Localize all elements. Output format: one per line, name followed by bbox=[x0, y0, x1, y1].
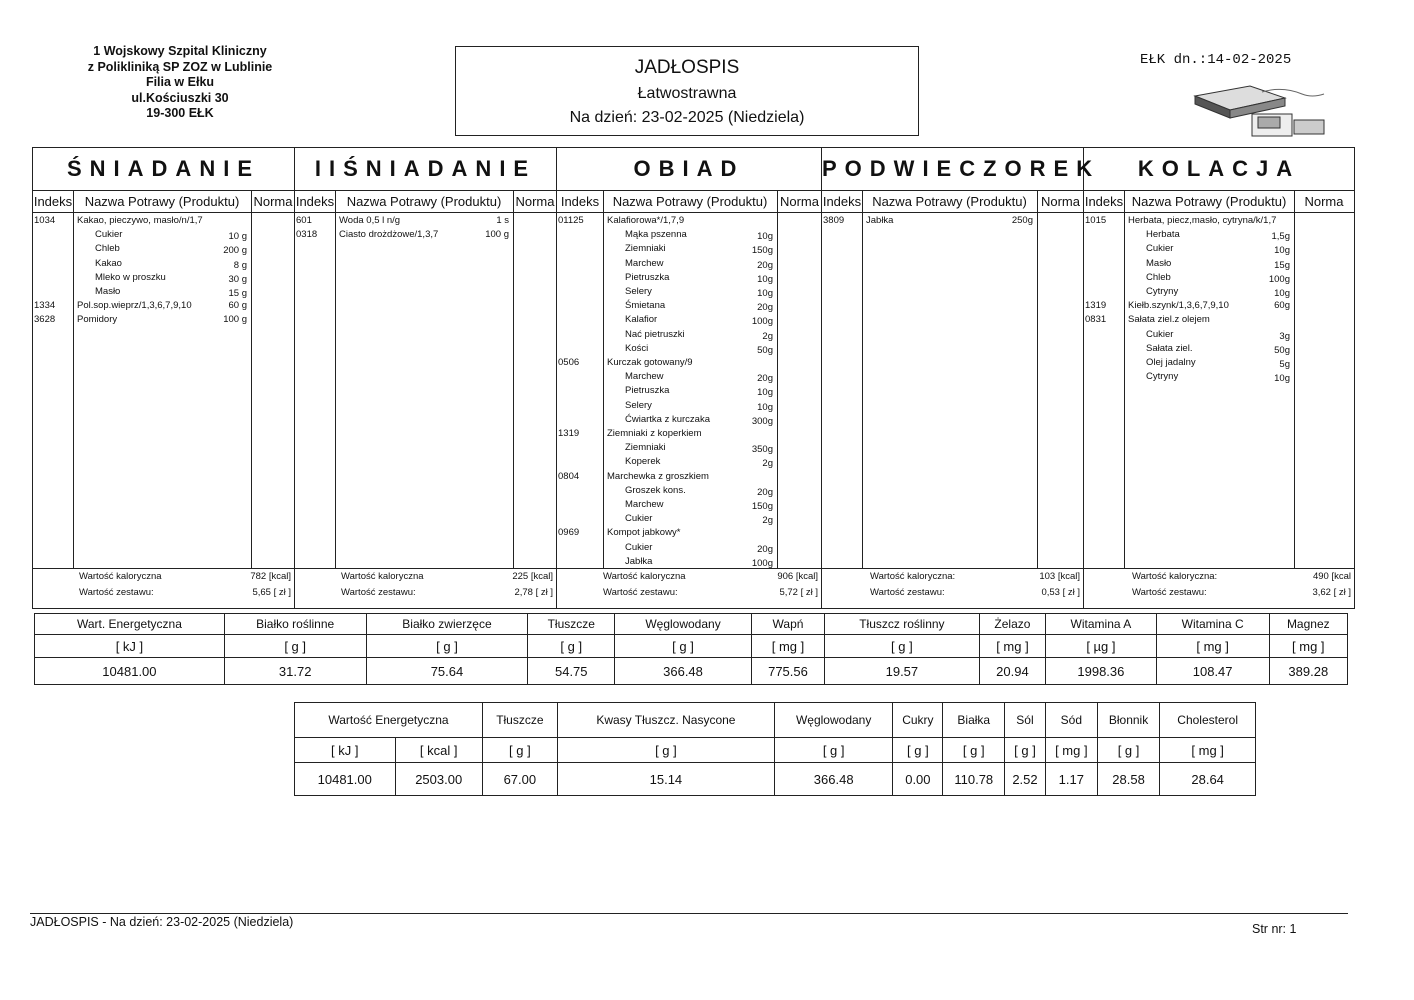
hospital-line: 19-300 EŁK bbox=[146, 106, 214, 120]
row-index: 1319 bbox=[558, 428, 580, 439]
nutrition-cell: [ kJ ] bbox=[295, 738, 396, 763]
row-norm: 100g bbox=[751, 557, 773, 569]
row-name: Ziemniaki bbox=[625, 442, 666, 454]
row-name: Śmietana bbox=[625, 300, 666, 312]
nutrition-cell: [ g ] bbox=[825, 635, 980, 658]
row-norm: 20g bbox=[757, 543, 773, 555]
nutrition-cell: [ g ] bbox=[943, 738, 1005, 763]
hospital-line: Filia w Ełku bbox=[145, 75, 215, 89]
nutrition-cell: 389.28 bbox=[1269, 658, 1347, 685]
column-header-index: Indeks bbox=[33, 190, 73, 213]
nutrition-cell: 31.72 bbox=[224, 658, 366, 685]
nutrition-cell: Węglowodany bbox=[615, 614, 752, 635]
row-name: Masło bbox=[1146, 257, 1172, 269]
row-name: Woda 0,5 l n/g bbox=[339, 215, 401, 226]
footer-divider bbox=[822, 568, 1084, 569]
row-name: Cukier bbox=[95, 229, 123, 241]
row-name: Cukier bbox=[1146, 328, 1174, 340]
row-index: 0506 bbox=[558, 357, 580, 368]
row-norm: 2g bbox=[762, 458, 773, 470]
row-norm: 15g bbox=[1274, 259, 1290, 271]
column-header-name: Nazwa Potrawy (Produktu) bbox=[73, 190, 251, 213]
row-norm: 8 g bbox=[233, 259, 247, 271]
row-norm: 60 g bbox=[228, 300, 247, 312]
row-name: Pomidory bbox=[77, 314, 118, 326]
nutrition-cell: 2.52 bbox=[1005, 763, 1046, 796]
nutrition-cell: [ g ] bbox=[557, 738, 774, 763]
nutrition-cell: Wapń bbox=[751, 614, 824, 635]
nutrition-cell: 2503.00 bbox=[395, 763, 482, 796]
row-norm: 30 g bbox=[228, 273, 247, 285]
nutrition-cell: [ g ] bbox=[528, 635, 615, 658]
column-header-norm: Norma bbox=[513, 190, 557, 213]
meal-title: KOLACJA bbox=[1084, 148, 1354, 191]
row-norm: 3g bbox=[1279, 330, 1290, 342]
nutrition-cell: Tłuszcz roślinny bbox=[825, 614, 980, 635]
row-name: Nać pietruszki bbox=[625, 328, 685, 340]
column-header-index: Indeks bbox=[557, 190, 603, 213]
row-index: 0831 bbox=[1085, 314, 1107, 326]
nutrition-cell: 775.56 bbox=[751, 658, 824, 685]
nutrition-cell: 366.48 bbox=[615, 658, 752, 685]
row-name: Ziemniaki z koperkiem bbox=[607, 428, 702, 439]
row-name: Cukier bbox=[1146, 243, 1174, 255]
kcal-value: 103 [kcal] bbox=[1039, 571, 1080, 582]
cost-label: Wartość zestawu: bbox=[79, 587, 154, 598]
nutrition-cell: Białka bbox=[943, 703, 1005, 738]
hospital-line: ul.Kościuszki 30 bbox=[131, 90, 229, 105]
nutrition-cell: Tłuszcze bbox=[482, 703, 557, 738]
menu-date: Na dzień: 23-02-2025 (Niedziela) bbox=[569, 109, 805, 126]
row-name: Herbata bbox=[1146, 229, 1180, 241]
column-divider bbox=[1124, 190, 1125, 568]
footer-divider bbox=[557, 568, 822, 569]
column-header-norm: Norma bbox=[777, 190, 822, 213]
nutrition-cell: [ g ] bbox=[366, 635, 528, 658]
kcal-value: 782 [kcal] bbox=[250, 571, 291, 582]
row-name: Kiełb.szynk/1,3,6,7,9,10 bbox=[1128, 300, 1229, 312]
kcal-value: 225 [kcal] bbox=[512, 571, 553, 582]
row-name: Ciasto drożdżowe/1,3,7 bbox=[339, 229, 439, 241]
row-index: 1015 bbox=[1085, 215, 1107, 226]
nutrition-cell: [ g ] bbox=[1005, 738, 1046, 763]
nutrition-cell: 67.00 bbox=[482, 763, 557, 796]
nutrition-cell: Białko roślinne bbox=[224, 614, 366, 635]
nutrition-table-2 bbox=[294, 702, 1256, 796]
row-index: 3809 bbox=[823, 215, 845, 226]
nutrition-cell: Sól bbox=[1005, 703, 1046, 738]
row-name: Marchewka z groszkiem bbox=[607, 470, 709, 482]
nutrition-cell: 10481.00 bbox=[295, 763, 396, 796]
cost-label: Wartość zestawu: bbox=[603, 587, 678, 598]
row-norm: 60g bbox=[1274, 300, 1290, 312]
nutrition-row-values bbox=[35, 658, 1348, 685]
row-norm: 1 s bbox=[496, 215, 509, 226]
row-norm: 100 g bbox=[223, 314, 247, 326]
row-index: 3628 bbox=[34, 314, 56, 326]
column-header-norm: Norma bbox=[1037, 190, 1084, 213]
diet-name: Łatwostrawna bbox=[637, 85, 737, 102]
nutrition-cell: 10481.00 bbox=[35, 658, 225, 685]
row-norm: 300g bbox=[751, 415, 773, 427]
row-index: 1034 bbox=[34, 215, 56, 226]
row-norm: 20g bbox=[757, 486, 773, 498]
nutrition-cell: 20.94 bbox=[979, 658, 1045, 685]
nutrition-cell: 0.00 bbox=[893, 763, 943, 796]
issue-date: EŁK dn.:14-02-2025 bbox=[1140, 52, 1292, 68]
row-name: Groszek kons. bbox=[625, 484, 686, 496]
meal-section-ii_sniadanie bbox=[295, 148, 557, 608]
row-index: 601 bbox=[296, 215, 312, 226]
row-norm: 2g bbox=[762, 515, 773, 527]
row-name: Cytryny bbox=[1146, 286, 1179, 297]
meal-title: PODWIECZOREK bbox=[822, 148, 1083, 191]
nutrition-cell: [ g ] bbox=[893, 738, 943, 763]
row-norm: 150g bbox=[751, 501, 773, 512]
nutrition-cell: [ mg ] bbox=[751, 635, 824, 658]
row-name: Kakao, pieczywo, masło/n/1,7 bbox=[77, 215, 203, 226]
row-norm: 10g bbox=[1274, 373, 1290, 385]
kcal-label: Wartość kaloryczna bbox=[341, 571, 424, 582]
nutrition-row-headers bbox=[35, 614, 1348, 635]
row-name: Marchew bbox=[625, 499, 664, 510]
book-computer-icon bbox=[1190, 84, 1330, 139]
nutrition-cell: [ mg ] bbox=[979, 635, 1045, 658]
nutrition-cell: 366.48 bbox=[775, 763, 893, 796]
nutrition-cell: Białko zwierzęce bbox=[366, 614, 528, 635]
kcal-label: Wartość kaloryczna: bbox=[1132, 571, 1218, 582]
hospital-address bbox=[60, 44, 300, 122]
row-name: Ćwiartka z kurczaka bbox=[625, 413, 710, 425]
row-name: Selery bbox=[625, 286, 652, 297]
meal-section-sniadanie bbox=[33, 148, 295, 608]
row-index: 0318 bbox=[296, 229, 318, 241]
column-header-norm: Norma bbox=[251, 190, 295, 213]
row-name: Cytryny bbox=[1146, 371, 1179, 383]
nutrition-cell: Witamina C bbox=[1156, 614, 1269, 635]
row-name: Olej jadalny bbox=[1146, 357, 1196, 368]
row-norm: 200 g bbox=[223, 245, 247, 257]
cost-value: 5,65 [ zł ] bbox=[252, 587, 291, 598]
row-norm: 350g bbox=[751, 444, 773, 456]
column-header-index: Indeks bbox=[295, 190, 335, 213]
column-divider bbox=[603, 190, 604, 568]
row-name: Pol.sop.wieprz/1,3,6,7,9,10 bbox=[77, 300, 192, 312]
row-norm: 50g bbox=[757, 344, 773, 356]
column-divider bbox=[862, 190, 863, 568]
row-norm: 2g bbox=[762, 330, 773, 342]
hospital-line: 1 Wojskowy Szpital Kliniczny bbox=[93, 44, 267, 58]
nutrition-cell: 15.14 bbox=[557, 763, 774, 796]
footer-text: JADŁOSPIS - Na dzień: 23-02-2025 (Niedziela) bbox=[30, 915, 294, 929]
nutrition-cell: [ g ] bbox=[482, 738, 557, 763]
cost-value: 2,78 [ zł ] bbox=[514, 587, 553, 598]
meal-section-obiad bbox=[557, 148, 822, 608]
row-norm: 100 g bbox=[485, 229, 509, 241]
page-title: JADŁOSPIS bbox=[634, 57, 740, 78]
row-name: Sałata ziel.z olejem bbox=[1128, 314, 1210, 326]
kcal-label: Wartość kaloryczna bbox=[79, 571, 162, 582]
cost-label: Wartość zestawu: bbox=[341, 587, 416, 598]
nutrition-cell: 75.64 bbox=[366, 658, 528, 685]
footer-divider bbox=[295, 568, 557, 569]
nutrition-cell: [ mg ] bbox=[1160, 738, 1256, 763]
row-index: 0969 bbox=[558, 527, 580, 539]
nutrition-cell: Magnez bbox=[1269, 614, 1347, 635]
row-name: Cukier bbox=[625, 541, 653, 553]
row-name: Jabłka bbox=[625, 555, 653, 567]
cost-value: 3,62 [ zł ] bbox=[1312, 587, 1351, 598]
nutrition-cell: Cholesterol bbox=[1160, 703, 1256, 738]
row-norm: 1,5g bbox=[1271, 231, 1290, 243]
nutrition-cell: 1.17 bbox=[1045, 763, 1097, 796]
row-name: Kalafiorowa*/1,7,9 bbox=[607, 215, 685, 226]
row-name: Koperek bbox=[625, 456, 661, 468]
row-norm: 250g bbox=[1011, 215, 1033, 226]
column-header-name: Nazwa Potrawy (Produktu) bbox=[862, 190, 1037, 213]
row-name: Pietruszka bbox=[625, 385, 670, 397]
column-header-index: Indeks bbox=[822, 190, 862, 213]
row-index: 1334 bbox=[34, 300, 56, 312]
nutrition2-row-headers bbox=[295, 703, 1256, 738]
row-name: Kalafior bbox=[625, 314, 658, 326]
row-name: Kurczak gotowany/9 bbox=[607, 357, 693, 368]
nutrition-cell: [ g ] bbox=[1097, 738, 1160, 763]
nutrition-cell: 28.64 bbox=[1160, 763, 1256, 796]
row-name: Sałata ziel. bbox=[1146, 342, 1193, 354]
cost-value: 5,72 [ zł ] bbox=[779, 587, 818, 598]
nutrition-cell: 110.78 bbox=[943, 763, 1005, 796]
nutrition-cell: Cukry bbox=[893, 703, 943, 738]
column-divider bbox=[335, 190, 336, 568]
row-name: Selery bbox=[625, 399, 652, 411]
nutrition-cell: [ g ] bbox=[615, 635, 752, 658]
row-norm: 20g bbox=[757, 373, 773, 385]
row-name: Chleb bbox=[1146, 271, 1171, 283]
row-norm: 5g bbox=[1279, 359, 1290, 370]
column-divider bbox=[1294, 190, 1295, 568]
nutrition-cell: [ mg ] bbox=[1269, 635, 1347, 658]
column-divider bbox=[73, 190, 74, 568]
nutrition-cell: Kwasy Tłuszcz. Nasycone bbox=[557, 703, 774, 738]
row-norm: 10g bbox=[757, 401, 773, 413]
row-name: Ziemniaki bbox=[625, 243, 666, 255]
energy-header-cell: Wartość Energetyczna bbox=[295, 703, 483, 738]
nutrition-cell: [ µg ] bbox=[1046, 635, 1157, 658]
row-norm: 150g bbox=[751, 245, 773, 257]
nutrition2-row-units bbox=[295, 738, 1256, 763]
footer-divider bbox=[33, 568, 295, 569]
hospital-line: z Polikliniką SP ZOZ w Lublinie bbox=[87, 59, 273, 74]
row-norm: 10g bbox=[1274, 245, 1290, 257]
meal-title: OBIAD bbox=[557, 148, 821, 191]
nutrition-cell: 19.57 bbox=[825, 658, 980, 685]
nutrition-cell: Węglowodany bbox=[775, 703, 893, 738]
row-norm: 10g bbox=[757, 387, 773, 399]
row-norm: 100g bbox=[1268, 273, 1290, 285]
row-name: Marchew bbox=[625, 371, 664, 383]
row-norm: 10g bbox=[757, 273, 773, 285]
nutrition-cell: [ g ] bbox=[775, 738, 893, 763]
nutrition-cell: 28.58 bbox=[1097, 763, 1160, 796]
row-norm: 10g bbox=[757, 288, 773, 299]
row-norm: 15 g bbox=[228, 288, 247, 299]
row-name: Masło bbox=[95, 286, 121, 297]
column-divider bbox=[1037, 190, 1038, 568]
title-box bbox=[455, 46, 919, 136]
row-name: Mąka pszenna bbox=[625, 229, 687, 241]
row-name: Mleko w proszku bbox=[95, 271, 166, 283]
nutrition-cell: [ mg ] bbox=[1156, 635, 1269, 658]
footer-divider bbox=[1084, 568, 1354, 569]
cost-value: 0,53 [ zł ] bbox=[1041, 587, 1080, 598]
column-header-name: Nazwa Potrawy (Produktu) bbox=[1124, 190, 1294, 213]
nutrition-row-units bbox=[35, 635, 1348, 658]
column-header-index: Indeks bbox=[1084, 190, 1124, 213]
row-name: Chleb bbox=[95, 243, 120, 255]
footer-rule bbox=[30, 913, 1348, 914]
row-index: 0804 bbox=[558, 470, 580, 482]
row-name: Kości bbox=[625, 342, 649, 354]
nutrition-cell: Błonnik bbox=[1097, 703, 1160, 738]
row-name: Marchew bbox=[625, 257, 664, 269]
nutrition-cell: [ kJ ] bbox=[35, 635, 225, 658]
column-divider bbox=[251, 190, 252, 568]
column-header-norm: Norma bbox=[1294, 190, 1354, 213]
meal-section-kolacja bbox=[1084, 148, 1354, 608]
nutrition-cell: 54.75 bbox=[528, 658, 615, 685]
kcal-label: Wartość kaloryczna: bbox=[870, 571, 956, 582]
meal-title: ŚNIADANIE bbox=[33, 148, 294, 191]
row-name: Kompot jabkowy* bbox=[607, 527, 681, 539]
row-name: Kakao bbox=[95, 257, 122, 269]
nutrition-cell: Sód bbox=[1045, 703, 1097, 738]
row-norm: 20g bbox=[757, 259, 773, 271]
row-name: Jabłka bbox=[866, 215, 894, 226]
nutrition-cell: Żelazo bbox=[979, 614, 1045, 635]
cost-label: Wartość zestawu: bbox=[1132, 587, 1207, 598]
row-name: Herbata, piecz,masło, cytryna/k/1,7 bbox=[1128, 215, 1277, 226]
nutrition2-row-values bbox=[295, 763, 1256, 796]
row-name: Cukier bbox=[625, 513, 653, 525]
nutrition-cell: 1998.36 bbox=[1046, 658, 1157, 685]
page-number: Str nr: 1 bbox=[1252, 922, 1297, 936]
row-norm: 100g bbox=[751, 316, 773, 328]
kcal-value: 906 [kcal] bbox=[777, 571, 818, 582]
row-norm: 10 g bbox=[228, 231, 247, 243]
column-header-name: Nazwa Potrawy (Produktu) bbox=[603, 190, 777, 213]
kcal-value: 490 [kcal bbox=[1312, 571, 1351, 582]
row-name: Pietruszka bbox=[625, 271, 670, 283]
meal-plan-table bbox=[32, 147, 1355, 609]
nutrition-table-1 bbox=[34, 613, 1348, 685]
nutrition-cell: Tłuszcze bbox=[528, 614, 615, 635]
row-norm: 10g bbox=[757, 231, 773, 243]
nutrition-cell: [ kcal ] bbox=[395, 738, 482, 763]
column-header-name: Nazwa Potrawy (Produktu) bbox=[335, 190, 513, 213]
nutrition-cell: Wart. Energetyczna bbox=[35, 614, 225, 635]
meal-title: IIŚNIADANIE bbox=[295, 148, 556, 191]
column-divider bbox=[513, 190, 514, 568]
nutrition-cell: Witamina A bbox=[1046, 614, 1157, 635]
cost-label: Wartość zestawu: bbox=[870, 587, 945, 598]
row-norm: 50g bbox=[1274, 344, 1290, 356]
kcal-label: Wartość kaloryczna bbox=[603, 571, 686, 582]
nutrition-cell: 108.47 bbox=[1156, 658, 1269, 685]
column-divider bbox=[777, 190, 778, 568]
row-norm: 20g bbox=[757, 302, 773, 314]
nutrition-cell: [ g ] bbox=[224, 635, 366, 658]
row-norm: 10g bbox=[1274, 288, 1290, 299]
nutrition-cell: [ mg ] bbox=[1045, 738, 1097, 763]
row-index: 01125 bbox=[558, 215, 584, 226]
row-index: 1319 bbox=[1085, 300, 1107, 312]
